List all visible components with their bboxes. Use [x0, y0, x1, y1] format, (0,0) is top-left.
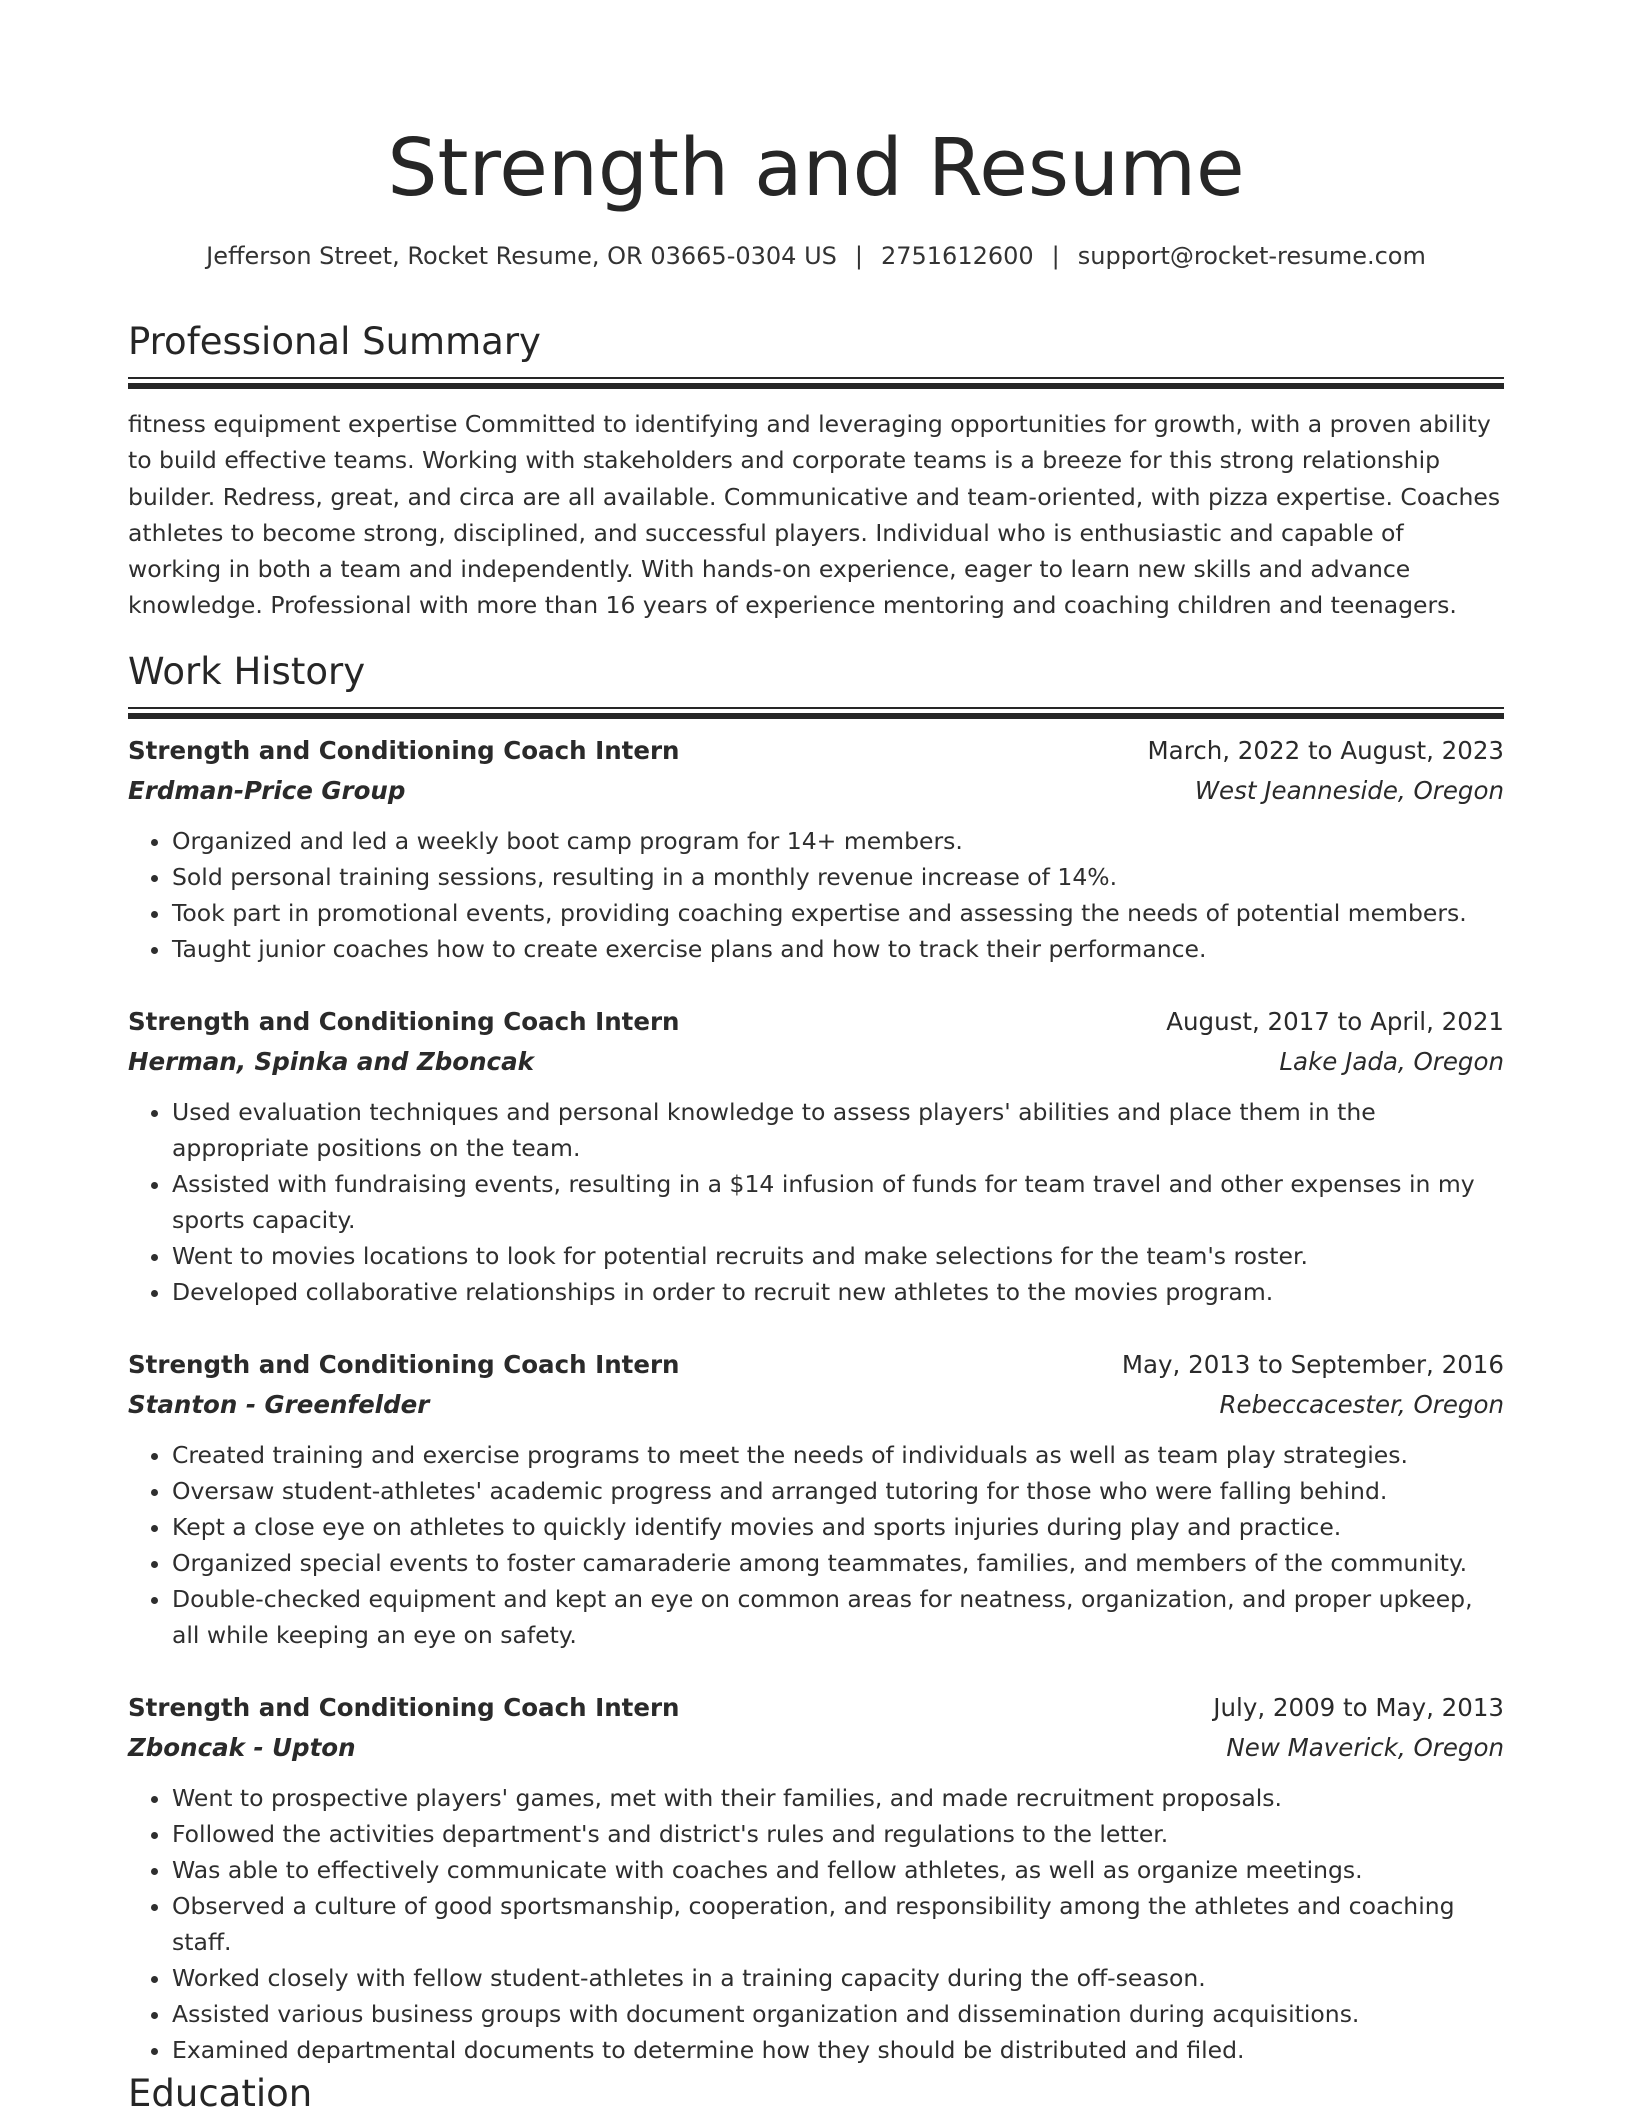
job-bullets	[128, 823, 1504, 967]
summary-text: fitness equipment expertise Committed to identifying and leveraging opportunities for growth, with a proven ability to build effective teams. Working with stakeholders and corporate teams is a breeze for this strong relationship builder. Redress, great, and circa are all available. Communicative and team-oriented, with pizza expertise. Coaches athletes to become strong, disciplined, and successful players. Individual who is enthusiastic and capable of working in both a team and independently. With hands-on experience, eager to learn new skills and advance knowledge. Professional with more than 16 years of experience mentoring and coaching children and teenagers.	[128, 410, 1501, 620]
contact-line	[0, 238, 1632, 274]
job-header	[128, 731, 1504, 771]
job-bullet: • Double-checked equipment and kept an eye on common areas for neatness, organization, and proper upkeep, all while keeping an eye on safety.	[172, 1581, 1504, 1653]
section-title-work: Work History	[128, 650, 366, 693]
job-bullet: • Created training and exercise programs to meet the needs of individuals as well as team play strategies.	[172, 1437, 1504, 1473]
contact-separator: |	[854, 242, 863, 270]
job-company: Stanton - Greenfelder	[128, 1390, 430, 1419]
job-subheader	[128, 1385, 1504, 1425]
job-entry	[128, 731, 1504, 967]
job-header	[128, 1688, 1504, 1728]
job-entry	[128, 1345, 1504, 1653]
job-title: Strength and Conditioning Coach Intern	[128, 736, 680, 765]
job-bullet: • Sold personal training sessions, resulting in a monthly revenue increase of 14%.	[172, 859, 1504, 895]
job-bullet: • Observed a culture of good sportsmanship, cooperation, and responsibility among the athletes and coaching staff.	[172, 1888, 1504, 1960]
job-bullet: • Assisted various business groups with document organization and dissemination during acquisitions.	[172, 1996, 1504, 2032]
job-dates: August, 2017 to April, 2021	[1166, 1007, 1504, 1036]
job-bullets	[128, 1780, 1504, 2068]
contact-address: Jefferson Street, Rocket Resume, OR 03665-0304 US	[206, 242, 837, 270]
job-bullet: • Used evaluation techniques and personal knowledge to assess players' abilities and place them in the appropriate positions on the team.	[172, 1094, 1504, 1166]
section-title-education: Education	[128, 2072, 313, 2115]
job-company: Erdman-Price Group	[128, 776, 406, 805]
job-dates: May, 2013 to September, 2016	[1121, 1350, 1504, 1379]
job-bullet: • Kept a close eye on athletes to quickly identify movies and sports injuries during play and practice.	[172, 1509, 1504, 1545]
job-title: Strength and Conditioning Coach Intern	[128, 1693, 680, 1722]
section-rule	[128, 707, 1504, 719]
job-title: Strength and Conditioning Coach Intern	[128, 1007, 680, 1036]
job-header	[128, 1345, 1504, 1385]
job-location: New Maverick, Oregon	[1226, 1733, 1504, 1762]
job-subheader	[128, 771, 1504, 811]
section-rule	[128, 377, 1504, 389]
job-title: Strength and Conditioning Coach Intern	[128, 1350, 680, 1379]
job-location: West Jeanneside, Oregon	[1194, 776, 1504, 805]
job-bullet: • Developed collaborative relationships in order to recruit new athletes to the movies program.	[172, 1274, 1504, 1310]
contact-phone: 2751612600	[880, 242, 1034, 270]
job-bullet: • Worked closely with fellow student-athletes in a training capacity during the off-season.	[172, 1960, 1504, 1996]
job-bullet: • Went to prospective players' games, met with their families, and made recruitment proposals.	[172, 1780, 1504, 1816]
job-entry	[128, 1688, 1504, 2068]
job-header	[128, 1002, 1504, 1042]
job-subheader	[128, 1728, 1504, 1768]
job-subheader	[128, 1042, 1504, 1082]
job-bullet: • Oversaw student-athletes' academic progress and arranged tutoring for those who were falling behind.	[172, 1473, 1504, 1509]
job-company: Zboncak - Upton	[128, 1733, 356, 1762]
job-entry	[128, 1002, 1504, 1310]
job-bullets	[128, 1094, 1504, 1310]
job-location: Lake Jada, Oregon	[1279, 1047, 1504, 1076]
resume-name: Strength and Resume	[387, 122, 1245, 214]
contact-email: support@rocket-resume.com	[1077, 242, 1426, 270]
job-bullet: • Taught junior coaches how to create exercise plans and how to track their performance.	[172, 931, 1504, 967]
job-bullet: • Organized and led a weekly boot camp program for 14+ members.	[172, 823, 1504, 859]
job-bullet: • Examined departmental documents to determine how they should be distributed and filed.	[172, 2032, 1504, 2068]
job-bullet: • Assisted with fundraising events, resulting in a $14 infusion of funds for team travel and other expenses in my sports capacity.	[172, 1166, 1504, 1238]
section-title-summary: Professional Summary	[128, 320, 541, 363]
job-bullet: • Went to movies locations to look for potential recruits and make selections for the team's roster.	[172, 1238, 1504, 1274]
job-bullet: • Organized special events to foster camaraderie among teammates, families, and members of the community.	[172, 1545, 1504, 1581]
job-bullet: • Followed the activities department's and district's rules and regulations to the letter.	[172, 1816, 1504, 1852]
contact-separator: |	[1051, 242, 1060, 270]
job-company: Herman, Spinka and Zboncak	[128, 1047, 534, 1076]
job-dates: July, 2009 to May, 2013	[1213, 1693, 1504, 1722]
job-bullet: • Took part in promotional events, providing coaching expertise and assessing the needs of potential members.	[172, 895, 1504, 931]
job-bullet: • Was able to effectively communicate with coaches and fellow athletes, as well as organize meetings.	[172, 1852, 1504, 1888]
job-bullets	[128, 1437, 1504, 1653]
job-dates: March, 2022 to August, 2023	[1147, 736, 1504, 765]
job-location: Rebeccacester, Oregon	[1219, 1390, 1504, 1419]
